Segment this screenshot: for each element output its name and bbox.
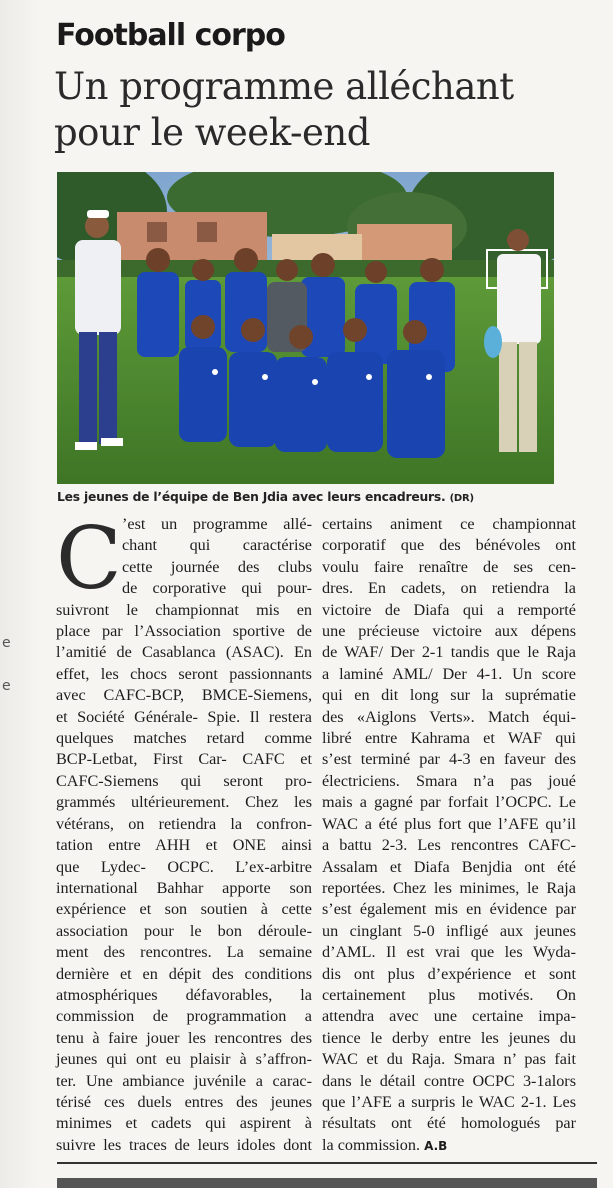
headline-line-1: Un programme alléchant [54,65,514,108]
text-line: expérience et son soutien à cette [56,900,312,919]
text-line: dis ont plus d’expérience et sont [322,964,576,983]
text-line: tenu à faire jouer les rencontres des [56,1028,312,1047]
author-signature: A.B [424,1138,448,1153]
headline-line-2: pour le week-end [54,111,370,154]
team-photo [57,172,554,484]
text-line: libré entre Kahrama et WAF qui [322,729,576,748]
text-line: résultats ont été homologués par [322,1114,576,1133]
bottom-rule [57,1162,597,1164]
text-line: dres. En cadets, on retiendra la [322,579,576,598]
text-line: BCP-Letbat, First Car- CAFC et [56,750,312,769]
text-line: CAFC-Siemens qui seront pro- [56,771,312,790]
text-line: une précieuse victoire aux dépens [322,622,576,641]
article-column-left [56,509,312,1156]
text-line: tation entre AHH et ONE ainsi [56,836,312,855]
text-line: corporatif que des bénévoles ont [322,536,576,555]
text-line: de WAF/ Der 2-1 tandis que le Raja [322,643,576,662]
text-line: térisé ces duels entres des jeunes [56,1092,312,1111]
margin-fragment-1: e [2,635,11,651]
text-line: des «Aiglons Verts». Match équi- [322,707,576,726]
text-line: ter. Une ambiance juvénile a carac- [56,1071,312,1090]
text-line: suivront le championnat mis en [56,600,312,619]
text-line: minimes et cadets qui aspirent à [56,1114,312,1133]
text-line: s’est également mis en évidence par [322,900,576,919]
caption-text: Les jeunes de l’équipe de Ben Jdia avec leurs encadreurs. [57,490,446,504]
text-line: et Société Générale- Spie. Il restera [56,707,312,726]
text-line: que Lydec- OCPC. L’ex-arbitre [56,857,312,876]
drop-cap: C [56,509,122,609]
text-line: effet, les chocs seront passionnants [56,664,312,683]
text-line: voulu faire renaître de ses cen- [322,557,576,576]
text-line: victoire de Diafa qui a remporté [322,600,576,619]
text-line: de corporative qui pour- [122,579,312,598]
text-line: attendra avec une certaine impa- [322,1007,576,1026]
text-line: a battu 2-3. Les rencontres CAFC- [322,836,576,855]
text-line: association pour le bon déroule- [56,921,312,940]
text-line: dans le détail contre OCPC 3-1alors [322,1071,576,1090]
text-line: commission de programmation a [56,1007,312,1026]
text-line: chant qui caractérise [122,536,312,555]
text-line: grammés ultérieurement. Chez les [56,793,312,812]
text-line: WAC et du Raja. Smara n’ pas fait [322,1050,576,1069]
text-line-last [322,1135,576,1157]
text-line: d’AML. Il est vrai que les Wyda- [322,943,576,962]
text-line: avec CAFC-BCP, BMCE-Siemens, [56,686,312,705]
text-line: Assalam et Diafa Benjdia ont été [322,857,576,876]
article-column-right [322,514,576,1157]
text-line: ’est un programme allé- [122,515,312,533]
text-line: jeunes qui ont eu plaisir à s’affron- [56,1050,312,1069]
text-line: a laminé AML/ Der 4-1. Un score [322,664,576,683]
text-line: dernière et en dépit des conditions [56,964,312,983]
team-photo-icon [57,172,554,484]
text-line: un cinglant 5-0 infligé aux jeunes [322,921,576,940]
text-line: s’est terminé par 4-3 en faveur des [322,750,576,769]
text-line: vétérans, on retiendra la confron- [56,814,312,833]
photo-credit: (DR) [449,493,474,504]
text-line: atmosphériques défavorables, la [56,985,312,1004]
photo-caption [57,490,567,504]
text-line: cette journée des clubs [122,557,312,576]
text-line: qui en dit long sur la suprématie [322,686,576,705]
text-line: l’amitié de Casablanca (ASAC). En [56,643,312,662]
text-line: suivre les traces de leurs idoles dont [56,1135,312,1154]
text-line: international Bahhar apporte son [56,878,312,897]
headline [54,64,594,156]
text-line: quelques matches retard comme [56,729,312,748]
text-line: certainement plus motivés. On [322,985,576,1004]
next-article-bar [57,1178,597,1188]
text-line: reportées. Chez les minimes, le Raja [322,878,576,897]
text-line: place par l’Association sportive de [56,622,312,641]
text-line: électriciens. Smara n’a pas joué [322,771,576,790]
text-line: tience le derby entre les jeunes du [322,1028,576,1047]
kicker: Football corpo [56,18,285,53]
text-line: mais a gagné par forfait l’OCPC. Le [322,793,576,812]
text-line: certains animent ce championnat [322,515,576,533]
text-line: que l’AFE a surpris le WAC 2-1. Les [322,1092,576,1111]
margin-fragment-2: e [2,678,11,694]
text-line: ment des rencontres. La semaine [56,943,312,962]
closing-text: la commission. [322,1135,421,1154]
page-margin [0,0,40,1188]
text-line: WAC a été plus fort que l’AFE qu’il [322,814,576,833]
